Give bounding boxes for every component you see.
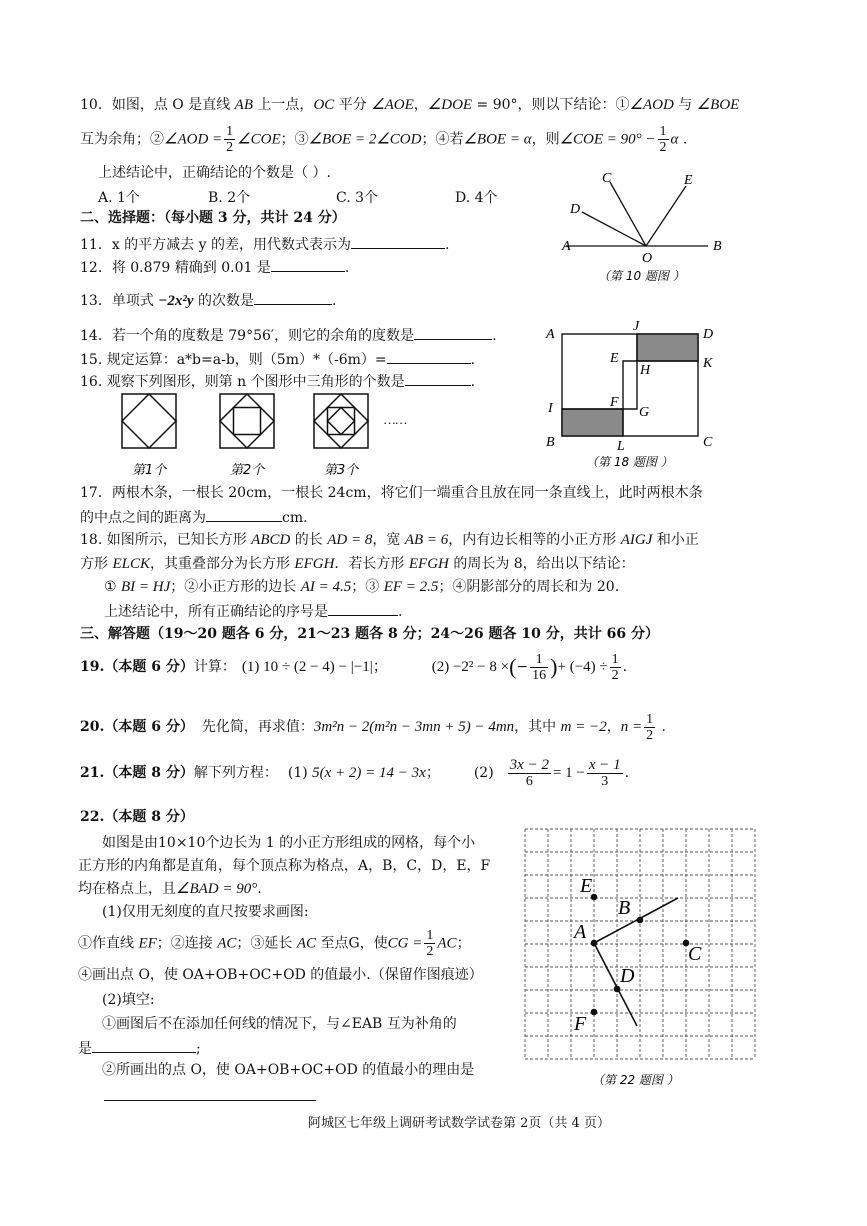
text: 上一点，	[252, 97, 314, 113]
math: ∠BOE = 2∠COD	[308, 131, 422, 148]
pattern-3	[314, 394, 368, 448]
pattern-1-caption: 第1个	[132, 463, 167, 478]
text: 平分	[334, 97, 372, 113]
q22-line3	[78, 880, 262, 898]
label-d: D	[620, 965, 635, 987]
math: ∠DOE	[427, 97, 473, 113]
text: 先化简，再求值：	[201, 719, 314, 735]
text: .	[257, 881, 262, 897]
label-d: D	[703, 327, 714, 342]
q16	[80, 371, 475, 391]
math: ∠COE	[237, 131, 281, 148]
math: ∠AOD =	[164, 131, 223, 148]
denominator: 2	[426, 944, 434, 959]
text: 11．x 的平方减去 y 的差，用代数式表示为	[80, 237, 351, 253]
text: = 90°，则以下结论：①	[472, 97, 630, 113]
label-i: I	[548, 401, 553, 416]
label-j: J	[633, 319, 640, 334]
text: 上述结论中，所有正确结论的序号是	[104, 604, 328, 620]
q20	[80, 710, 666, 744]
q12	[80, 257, 349, 277]
answer-blank[interactable]	[414, 325, 492, 340]
fraction-half	[224, 124, 235, 155]
text: ．若长方形	[334, 556, 409, 572]
answer-blank[interactable]	[405, 371, 471, 386]
text: ；	[456, 935, 471, 952]
point-a	[591, 940, 598, 947]
text: ①作直线	[78, 935, 139, 952]
math: ∠AOD	[629, 97, 674, 113]
text: .	[624, 765, 630, 781]
text: .	[398, 604, 403, 620]
ellipsis: ……	[384, 412, 408, 427]
text: .	[344, 260, 350, 276]
math: CG =	[387, 935, 423, 952]
ray-oe	[646, 186, 686, 246]
text: .	[678, 131, 688, 148]
math: = 1 −	[552, 765, 585, 781]
q18-line3	[104, 578, 619, 596]
label-a: A	[546, 327, 555, 342]
label-f: F	[610, 395, 619, 410]
label-e: E	[580, 875, 593, 897]
denominator: 16	[532, 667, 547, 683]
square-elck	[623, 361, 698, 436]
q19: 19.（本题 6 分）计算： (1) 10 ÷ (2 − 4) − |−1|； (2) −2² − 8 ×(− $\frac{1}{16}$ )+ (−4) ÷ $\frac{1}{2}$ .	[80, 651, 628, 683]
numerator: 1	[611, 651, 619, 667]
answer-blank[interactable]	[92, 1038, 196, 1053]
math: ∠BAD = 90°	[176, 881, 258, 897]
text: 10．如图，点 O 是直线	[80, 97, 235, 113]
paren: (	[509, 654, 517, 679]
label-a: A	[562, 239, 571, 254]
math: 5(x + 2) = 14 − 3x	[312, 765, 426, 781]
question-label: 20.（本题 6 分）	[80, 719, 194, 735]
text: 的中点之间的距离为	[80, 510, 206, 526]
text: .	[444, 237, 450, 253]
label-d: D	[570, 202, 581, 217]
math: ELCK	[112, 556, 150, 572]
q10-option-a: A. 1个	[98, 190, 140, 206]
answer-blank[interactable]	[104, 1086, 316, 1101]
math: m = −2	[560, 719, 607, 735]
text: 的次数是	[193, 293, 254, 309]
grid	[525, 829, 755, 1059]
label-h: H	[640, 363, 651, 378]
text: ;	[196, 1041, 201, 1057]
text: 16. 观察下列图形，则第 n 个图形中三角形的个数是	[80, 374, 405, 390]
math: AC	[217, 935, 237, 952]
math: EF = 2.5	[383, 579, 439, 595]
math: ABCD	[251, 532, 291, 548]
label-e: E	[610, 351, 619, 366]
label-c: C	[688, 943, 702, 965]
text: ；②连接	[156, 935, 218, 952]
text: ；③	[351, 579, 384, 595]
answer-blank[interactable]	[271, 257, 345, 272]
q17-line2	[80, 507, 308, 527]
math: ∠AOE	[371, 97, 414, 113]
text: 计算：	[193, 659, 236, 675]
math: AD = 8	[327, 532, 373, 548]
text: 与	[673, 97, 697, 113]
numerator: 1	[659, 124, 667, 139]
label-c: C	[703, 435, 713, 450]
label-e: E	[684, 173, 693, 188]
label-b: B	[713, 239, 722, 254]
math: n =	[620, 719, 643, 735]
q11	[80, 234, 449, 254]
answer-blank[interactable]	[254, 290, 332, 305]
math: AI = 4.5	[300, 579, 352, 595]
text: ，	[413, 97, 428, 113]
denominator: 2	[226, 140, 234, 155]
figure-10-caption: （第 10 题图 ）	[598, 269, 685, 283]
pattern-2	[220, 394, 274, 448]
label-c: C	[602, 171, 612, 186]
q22-line2: 正方形的内角都是直角，每个顶点称为格点，A，B，C，D，E，F	[78, 858, 491, 874]
denominator: 2	[646, 727, 654, 743]
pattern-1	[122, 394, 176, 448]
q10-line2	[80, 124, 687, 155]
math: α	[670, 131, 679, 148]
math: EF	[138, 935, 157, 952]
q22-line1: 如图是由10×10个边长为 1 的小正方形组成的网格，每个小	[102, 835, 476, 851]
q10-option-d: D. 4个	[455, 190, 498, 206]
text: (1)	[287, 765, 308, 781]
math: ∠BOE = α	[463, 131, 532, 148]
label-b: B	[546, 435, 555, 450]
figure-22	[520, 826, 760, 1098]
answer-blank[interactable]	[328, 601, 398, 616]
text: ，宽	[372, 532, 405, 548]
math: (2) −2² − 8 ×	[431, 659, 510, 675]
point-b	[637, 917, 644, 924]
q18-line4	[104, 601, 402, 621]
text: cm.	[282, 510, 308, 526]
math: ∠BOE	[696, 97, 740, 113]
numerator: 1	[646, 711, 654, 727]
point-f	[591, 1009, 598, 1016]
numerator: 3x − 2	[509, 756, 549, 773]
fraction	[424, 928, 435, 959]
question-label: 19.（本题 6 分）	[80, 659, 194, 675]
text: 13．单项式	[80, 293, 159, 309]
text: 互为余角；②	[80, 131, 164, 148]
paren: )	[550, 654, 558, 679]
figure-22-caption: （第 22 题图 ）	[592, 1073, 679, 1087]
text: 至点G，使	[316, 935, 388, 952]
text: .	[657, 719, 666, 735]
text: ；	[425, 765, 440, 781]
answer-blank[interactable]	[351, 234, 445, 249]
q22-line10: ②所画出的点 O，使 OA+OB+OC+OD 的值最小的理由是	[102, 1062, 475, 1078]
math: AB	[234, 97, 253, 113]
q15	[80, 349, 475, 369]
label-a: A	[574, 921, 587, 943]
math: BI = HJ	[121, 579, 171, 595]
q13	[80, 290, 336, 310]
math: OC	[313, 97, 335, 113]
math: + (−4) ÷	[557, 659, 608, 675]
denominator: 3	[601, 773, 609, 789]
label-f: F	[574, 1013, 587, 1035]
question-label: 21.（本题 8 分）	[80, 765, 194, 781]
text: 15. 规定运算：a*b=a-b，则（5m）*（-6m）=	[80, 352, 387, 368]
text: 解下列方程：	[193, 765, 278, 781]
q22-line7: (2)填空:	[102, 992, 155, 1008]
fraction-half	[658, 124, 669, 155]
q10-option-b: B. 2个	[208, 190, 251, 206]
text: .	[492, 328, 497, 344]
ray-ab	[594, 898, 678, 943]
q22-line4: (1)仅用无刻度的直尺按要求画图:	[102, 904, 309, 920]
question-label: 22.（本题 8 分）	[80, 809, 194, 825]
section-2-title: 二、选择题：（每小题 3 分，共计 24 分）	[80, 210, 346, 226]
numerator: 1	[426, 928, 434, 943]
text: 18. 如图所示，已知长方形	[80, 532, 252, 548]
q18-line2	[80, 555, 635, 573]
text: 12．将 0.879 精确到 0.01 是	[80, 260, 271, 276]
text: ，内有边长相等的小正方形	[448, 532, 621, 548]
label-l: L	[617, 439, 625, 454]
text: ；③	[280, 131, 309, 148]
q10-line1	[80, 96, 739, 114]
q17-line1: 17．两根木条，一根长 20cm，一根长 24cm，将它们一端重合且放在同一条直线上，此时两根木条	[80, 485, 703, 501]
pattern-3-caption: 第3个	[324, 463, 359, 478]
fraction	[530, 652, 548, 683]
text: ；④阴影部分的周长和为 20.	[438, 579, 620, 595]
q22-line9	[78, 1038, 201, 1058]
text: .	[331, 293, 337, 309]
q14	[80, 325, 497, 345]
figure-16	[118, 390, 428, 482]
text: ，其重叠部分为长方形	[149, 556, 295, 572]
math: 3m²n − 2(m²n − 3mn + 5) − 4mn	[313, 719, 515, 735]
q22-line8: ①画图后不在添加任何线的情况下，与∠EAB 互为补角的	[102, 1016, 457, 1032]
label-k: K	[703, 356, 713, 371]
figure-18-caption: （第 18 题图 ）	[586, 455, 673, 469]
q10-option-c: C. 3个	[336, 190, 379, 206]
numerator: 1	[530, 652, 548, 668]
math: EFGH	[294, 556, 335, 572]
text: .	[470, 352, 476, 368]
math: EFGH	[408, 556, 449, 572]
text: ，则	[531, 131, 560, 148]
text: ；③延长	[236, 935, 297, 952]
denominator: 2	[611, 667, 619, 683]
math: AC	[437, 935, 457, 952]
label-g: G	[639, 405, 650, 420]
square-aigj	[562, 334, 637, 409]
figure-18	[540, 318, 730, 474]
math: ∠COE = 90° −	[559, 131, 656, 148]
text: 的长	[290, 532, 328, 548]
numerator: 1	[226, 124, 234, 139]
math: AC	[296, 935, 317, 952]
text: ；④若	[421, 131, 464, 148]
q21	[80, 756, 629, 790]
text: 方形	[80, 556, 113, 572]
text: ，	[606, 719, 621, 735]
text: ，其中	[514, 719, 561, 735]
denominator: 6	[525, 773, 533, 789]
fraction	[587, 758, 623, 789]
math: AIGJ	[620, 532, 653, 548]
q10-question: 上述结论中，正确结论的个数是（ ）.	[98, 165, 331, 181]
figure-10	[558, 164, 730, 286]
math: (1) 10 ÷ (2 − 4) − |−1|；	[241, 659, 388, 675]
q22-line6: ④画出点 O，使 OA+OB+OC+OD 的值最小.（保留作图痕迹）	[78, 967, 483, 983]
numerator: x − 1	[588, 756, 621, 773]
text: 和小正	[652, 532, 699, 548]
text: (2)	[473, 765, 494, 781]
text: 的周长为 8，给出以下结论：	[448, 556, 635, 572]
text: .	[470, 374, 476, 390]
text: .	[622, 659, 628, 675]
text: 是	[78, 1041, 92, 1057]
fraction	[508, 758, 551, 789]
shaded-region-top	[637, 334, 698, 361]
denominator: 2	[659, 140, 667, 155]
fraction	[610, 652, 621, 683]
fraction	[644, 712, 655, 743]
shaded-region-bottom	[562, 409, 623, 436]
q22-answer-line	[104, 1086, 316, 1106]
page-footer: 阿城区七年级上调研考试数学试卷第 2页（共 4 页）	[308, 1116, 610, 1131]
pattern-2-caption: 第2个	[230, 463, 265, 478]
label-o: O	[642, 251, 653, 266]
answer-blank[interactable]	[387, 349, 471, 364]
math: −2x²y	[158, 293, 194, 309]
answer-blank[interactable]	[206, 507, 282, 522]
text: ；②小正方形的边长	[170, 579, 301, 595]
text: ①	[104, 579, 122, 595]
label-b: B	[618, 897, 631, 919]
text: 14．若一个角的度数是 79°56′，则它的余角的度数是	[80, 328, 415, 344]
q22-line5	[78, 928, 471, 959]
section-3-title: 三、解答题（19～20 题各 6 分，21～23 题各 8 分；24～26 题各 10 分，共计 66 分）	[80, 626, 659, 642]
math: AB = 6	[404, 532, 449, 548]
text: 均在格点上，且	[78, 881, 176, 897]
q18-line1	[80, 531, 699, 549]
